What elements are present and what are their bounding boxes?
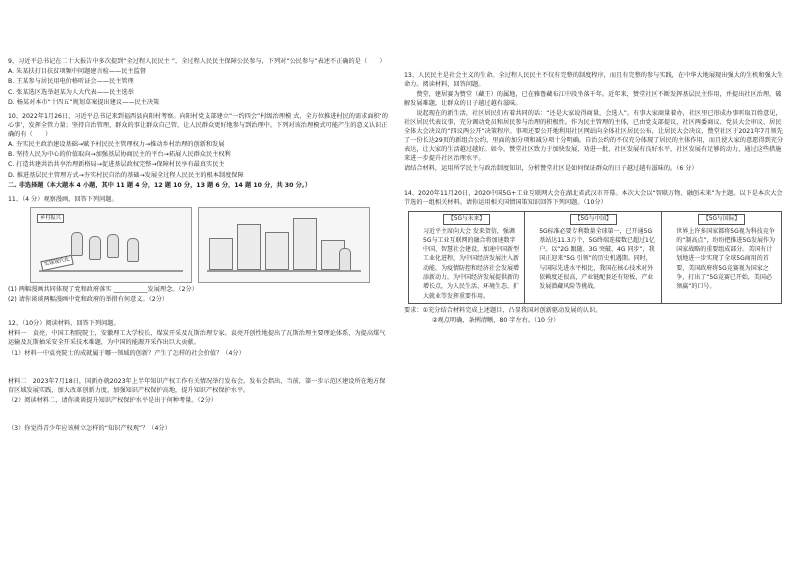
q9-option-b: B. 王某参与居民用电价格听证会——民主管理 [8,78,134,86]
q10-option-a: A. 夯实民主政治建设基础→赋予村民民主管理权力→推动乡村治理的创新和发展 [8,141,225,148]
q9-option-d: D. 杨某对本市“十四五”规划草案提出建议——民主决策 [8,98,160,106]
table-cell-international [662,211,782,303]
q13-question: 请结合材料，运用所学民主与政治制度知识，分析赞堂社区是如何保证群众的日子越过越有滋味的。（6 分） [404,165,698,173]
q12-sub3: （3）你觉得青少年应该树立怎样的“知识产权观”？（4分） [8,425,171,433]
table-cell-china [525,211,662,303]
cartoon-figure [89,236,101,260]
q10-option-d: D. 推进基层民主管理方式→夯实村民自治的基础→发展全过程人民民主的根本制度保障 [8,171,244,179]
left-column [8,58,390,435]
cartoon-building [237,224,261,270]
q12-material-2: 材料二 2023年7月18日，国新办就2023年上半年知识产权工作有关情况举行发布会。发布会指出，当前，第一步示范区建设所在地方保育区域发展实践，加大改革创新力度，加强知识产权保护高地，提升知识产权保护水平。 [8,377,386,394]
q10-option-c: C. 打造共建共治共享治理新格局→促进基层政权完整→保障村民享有最真实民主 [8,161,225,169]
cartoon-building [209,238,233,270]
cartoon-figure [127,238,139,262]
q10-option-b: B. 坚持人民为中心的价值取向→加强基层协商民主的平台→拓展人民群众民主权利 [8,151,231,159]
q11-stem: 11、（4 分）观察漫画，回答下列问题。 [8,195,118,203]
q13-intro: 13、人民民主是社会主义的生命。全过程人民民主不仅有完整的制度程序，而且有完整的参与实践，在中华大地展现出强大的生机和强大生命力。阅读材料，回答问题。 [404,72,784,88]
q14-intro: 14、2020年11月20日，2020中国5G+工业互联网大会在湖北省武汉市开幕。本次大会以“智联万物、融创未来”为主题。以下是本次大会节选的一组相关材料。请你运用相关国情国策知识回答下列问题。（10分） [404,189,783,206]
cartoon-panel-right [198,207,370,283]
q14-material-table [408,211,782,304]
cartoon-road [207,270,361,272]
q12-material-1: 材料一 袁亮，中国工程院院士，安徽理工大学校长，煤炭开采及瓦斯治理专家。袁亮开创性地提出了瓦斯治理主要理论体系，为提高煤气运输及瓦斯抽采安全开采技术难题，为中国的能源开采作出巨大贡献。 [8,330,386,347]
q9-stem: 9、习近平总书记在二十大报告中多次提到“全过程人民民主 ”，全过程人民民主保障公民参与，下列对“公民参与”表述不正确的是（ ） [8,58,386,65]
q12-sub2: （2）阅读材料二，请你谈谈提升知识产权保护水平是出于何种考量。（2分） [8,396,217,404]
cartoon-tag-modernization: 实现现代化 [40,255,73,271]
right-column [404,72,784,327]
q13-paragraph-1: 赞堂，建居赛为赞堂（藏王）的属地，已在雅鲁藏布江中段坐落千年。近年来，赞堂社区不断发挥基层民主作用，并提出社区治理，破解发展难题，让群众的日子越过越有滋味。 [404,91,782,108]
cartoon-figure [107,234,119,258]
cartoon-figure [339,248,351,272]
cartoon-building [265,232,289,270]
cartoon-tag-village: 乡村振兴 [37,214,64,224]
q13-paragraph-2: 说起现在的新生活，社区居民们有着共同的话：“还是大家说得商量，会选人”。有事大家商量着办，社区里已形成办事听取百姓意见，社区居民代表议事，充分调动党员和居民参与治理的积极性。作为民主管理的主体，已由党支部提议，社区两委商议、党员大会审议、居民全体大会决议的“四议两公开”决策程序。事项还要公开地利用社区网站向全体社区居民公布，让居民大会决议，赞堂社区于2021年7月领先了一份长达29页的新组合公约，里面的加分项和减分项十分明确。自治公约的不仅充分体现了居民的主体作用，而且使大家的意愿得到充分表达，让大家的生活越过越好。如今，赞堂社区致力于加快发展，劝进一批，社区发展有良好水平，社区发展有足够的动力，通过这些措施来进一步提升社区治理水平。 [404,110,784,163]
table-row [409,211,782,303]
cartoon-road [39,270,183,272]
cartoon-figure [71,232,83,256]
cell-heading: 【5G与国际】 [698,214,745,225]
q14-requirement-1: 要求：①充分结合材料完成上述题目，凸显我国对创新驱动发展的认识。 [404,306,602,314]
cell-heading: 【5G与未来】 [443,214,490,225]
cell-body: 世界上许多国家都将5G视为科技竞争的“制高点”，纷纷把推进5G发展作为国家战略的重要组成部分。美国有计划地进一步实现了全球5G商用的首要，美国政府将5G竞赛视为国家之争，打出了“5G竞赛已开始，美国必须赢”的口号。 [676,227,775,291]
section-heading: 二. 非选择题（本大题本 4 小题，其中 11 题 4 分，12 题 10 分，13 题 6 分，14 题 10 分，共 30 分。） [8,181,312,189]
q14-requirement-2: ②观点明确，条例清晰，80 字左右。（10 分） [432,317,560,325]
q12-stem: 12、（10分）阅读材料，回答下列问题。 [8,320,120,328]
cell-body: 5G标准必要专利数量全球第一，已开通5G基站达11.3万个，5G终端连接数已超过1亿户。以“2G 跟随、3G 突破、4G 同步”，我国正迎来“5G 引领”的历史机遇期。同时，与国际先进水平相比，我国在核心技术对外依赖度还很高，产业链配套还有短板，产业发展潜藏风险等挑战。 [539,227,655,291]
cell-body: 习近平主席向大会 发来贺信，强调5G与工业互联网的融合将加速数字中国、智慧社会建设，加速中国新型工业化进程，为中国经济发展注入新动能，为疫情防控和经济社会发展增添新动力，为中国经济发展提供新的增长点，为人民生活、环境生态、扩大就业等发挥重要作用。 [423,227,520,300]
cartoon-illustrations [30,207,390,283]
cell-heading: 【5G与中国】 [570,214,617,225]
cartoon-building [293,218,317,270]
q10-stem: 10、2022年1月26日，习近平总书记来到福西县向阳村考察。向阳村党支部建立“一约四会”村级治理模 式，全方位推进村民的需求面积‘的心事’，发挥全管力量；坚持自治管理，群众的事让群众自己管，让人民群众更好地参与到治理中。下列对该治理模式可能产生的意义认识正确的有（ ） [8,112,388,138]
q9-option-c: C. 张某选区选举赵某为人大代表——民主选举 [8,88,134,96]
q12-sub1: （1）材料一中袁亮院士的成就属于哪一领域的创新？产生了怎样的社会价值？（4分） [8,349,245,357]
table-cell-future [409,211,525,303]
q11-sub2: (2) 请你谈谈两幅漫画中党和政府的举措有何意义。（2分） [8,296,169,304]
q9-option-a: A. 朱某扶打目扶贫项频中问题建言检——民主监督 [8,68,146,76]
cartoon-panel-left [30,207,192,283]
q11-sub1: (1) 两幅漫画共同体现了党和政府落实 ___________发展理念。（2分） [8,285,198,293]
